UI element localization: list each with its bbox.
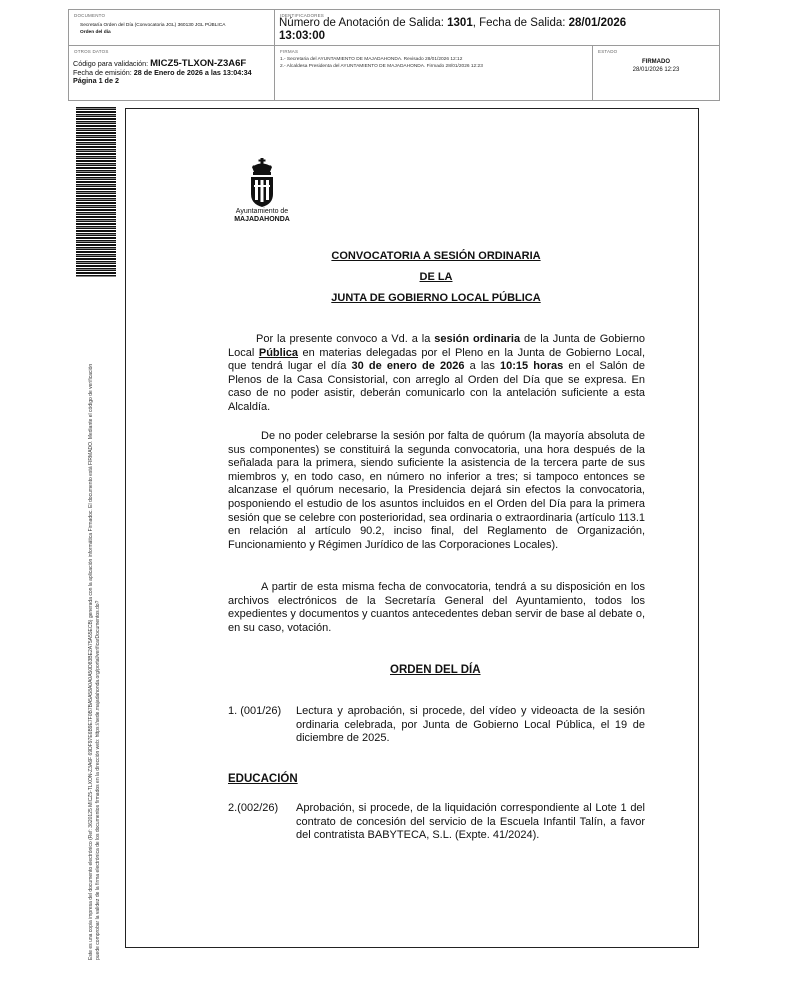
title-line3: JUNTA DE GOBIERNO LOCAL PÚBLICA [331,292,541,304]
p1-text-i: en el Salón de Plenos de la Casa Consistorial, con arreglo al Orden del Día que se expresa. En caso de no poder asistir, deberán comunicarlo con la antelación suficiente a esta Alcaldía. [228,360,645,413]
sidebar-line2: puede comprobar la validez de la firma electrónica de los documentos firmados en la dirección web: https://sede.majadahonda.org/portal/verificarDocumentos.do? [94,600,101,960]
coat-of-arms-icon [249,158,275,208]
anotacion-number: 1301 [447,17,473,29]
identificadores-cell [275,10,719,46]
educacion-title: EDUCACIÓN [228,773,298,785]
documento-line2: Orden del día [80,29,111,35]
otros-datos-value [73,60,252,86]
p1-publica: Pública [258,346,298,359]
documento-value [80,23,225,36]
identificadores-value [279,17,626,43]
title-line2: DE LA [419,271,453,283]
hora-salida: 13:03:00 [279,30,326,42]
majadahonda-logo [226,158,298,224]
otros-datos-cell [69,46,275,100]
p1-sesion-ordinaria: sesión ordinaria [434,333,521,345]
firmas-value [280,57,483,70]
estado-cell [593,46,719,100]
logo-line2: MAJADAHONDA [234,216,290,223]
logo-line1: Ayuntamiento de [235,208,289,215]
orden-del-dia-title: ORDEN DEL DÍA [390,664,481,676]
firma-1: 1.- Secretaria del AYUNTAMIENTO DE MAJADAHONDA. Revisado 28/01/2026 12:12 [280,57,463,62]
agenda-item-text: Aprobación, si procede, de la liquidación correspondiente al Lote 1 del contrato de concesión del servicio de la Escuela Infantil Talín, a favor del contratista BABYTECA, S.L. (Expte. 41/2024). [296,802,645,842]
p1-text-e: en materias delegadas por el Pleno en la Junta de Gobierno Local, que tendrá lugar el día [228,346,645,373]
validation-code: MICZ5-TLXON-Z3A6F [150,58,247,69]
sidebar-line1: Este es una copia impresa del documento electrónico (Ref: 3620125 MICZ5-TLXON-Z3A6F 69DF97E6B9E7F0B7BA5A58A0A0A50D83BE2A75A55ECB) generada con la aplicación informática Firmadoc. El documento está FIRMADO. Mediante el código de verificación [88,363,94,960]
firmas-label: FIRMAS [280,49,299,54]
documento-cell [69,10,275,46]
agenda-item-number: 2.(002/26) [228,802,279,814]
estado-label: ESTADO [598,49,618,54]
p1-hora: 10:15 horas [500,360,564,373]
agenda-item-text: Lectura y aprobación, si procede, del vídeo y videoacta de la sesión ordinaria celebrada, por Junta de Gobierno Local Pública, el 19 de diciembre de 2025. [296,705,645,745]
firma-2: 2.- Alcaldesa Presidenta del AYUNTAMIENTO DE MAJADAHONDA. Firmado 28/01/2026 12:23 [280,63,483,69]
logo-text [226,208,298,224]
identificadores-label: IDENTIFICADORES [280,13,325,18]
estado-status: FIRMADO [642,59,670,65]
emision-prefix: Fecha de emisión: [73,67,134,77]
fecha-prefix: , Fecha de Salida: [472,17,569,29]
p1-text-a: Por la presente convoco a Vd. a la [256,333,435,345]
document-header-table [68,9,720,101]
otros-datos-label: OTROS DATOS [74,49,109,54]
title-line1: CONVOCATORIA A SESIÓN ORDINARIA [331,250,541,262]
fecha-salida: 28/01/2026 [568,17,627,29]
estado-value [593,58,719,74]
documento-line1: Secretaría Orden del Día (Convocatoria JGL) 360130 JGL PÚBLICA [80,23,226,28]
paragraph-documentacion: A partir de esta misma fecha de convocatoria, tendrá a su disposición en los archivos electrónicos de la Secretaría General del Ayuntamiento, todos los expedientes y documentos y cuantos antecedentes deban servir de base al debate o, en su caso, votación. [228,581,645,634]
barcode [76,107,116,277]
verification-sidebar-text [88,280,101,960]
firmas-cell [275,46,593,100]
paragraph-convocatoria [228,333,645,415]
paragraph-quorum: De no poder celebrarse la sesión por falta de quórum (la mayoría absoluta de sus componentes) se constituirá la segunda convocatoria, una hora después de la señalada para la primera, siendo suficiente la asistencia de la tercera parte de sus miembros y, en todo caso, en número no inferior a tres; si tampoco entonces se alcanzase el quórum necesario, la Presidencia dejará sin efectos la convocatoria, posponiendo el estudio de los asuntos incluidos en el Orden del Día para la primera sesión que se celebre con posterioridad, sea ordinaria o extraordinaria (artículo 113.1 en relación al artículo 90.2, inciso final, del Reglamento de Organización, Funcionamiento y Régimen Jurídico de las Corporaciones Locales). [228,430,645,551]
codigo-prefix: Código para validación: [73,59,151,68]
emision-date: 28 de Enero de 2026 a las 13:04:34 [133,67,252,77]
agenda-item-number: 1. (001/26) [228,705,282,717]
estado-fecha: 28/01/2026 12:23 [632,67,680,73]
p1-text-c: de la Junta de Gobierno Local [228,333,645,359]
page-number: Página 1 de 2 [73,76,119,86]
p1-text-g: a las [464,360,501,373]
p1-fecha: 30 de enero de 2026 [351,360,465,373]
anotacion-prefix: Número de Anotación de Salida: [279,17,448,29]
documento-label: DOCUMENTO [74,13,106,18]
